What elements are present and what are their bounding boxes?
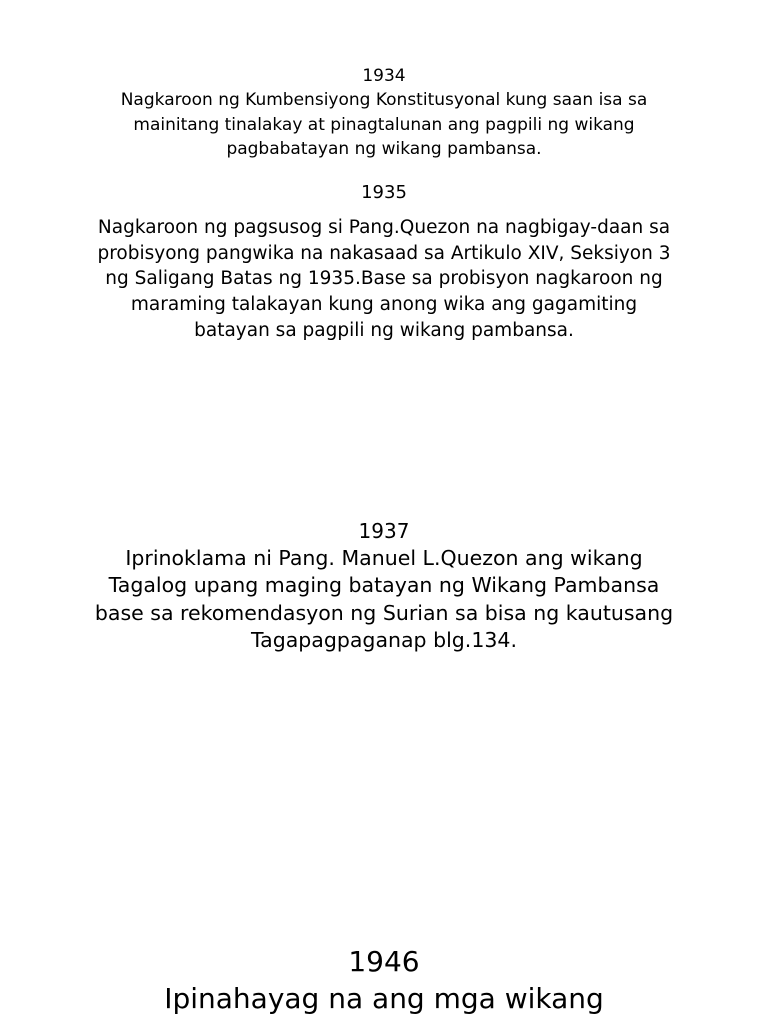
timeline-entry-1937: [0, 518, 768, 654]
timeline-entry-1935: [0, 181, 768, 344]
entry-year: 1946: [348, 945, 420, 978]
entry-year: 1935: [361, 182, 407, 203]
timeline-entry-1946: [0, 944, 768, 1018]
entry-text: Nagkaroon ng Kumbensiyong Konstitusyonal kung saan isa sa mainitang tinalakay at pinagtalunan ang pagpili ng wikang pagbabatayan ng wikang pambansa.: [120, 90, 648, 159]
entry-year: 1937: [358, 519, 410, 543]
entry-text: Ipinahayag na ang mga wikang: [164, 982, 604, 1015]
entry-text: Nagkaroon ng pagsusog si Pang.Quezon na nagbigay-daan sa probisyong pangwika na nakasaad sa Artikulo XIV, Seksiyon 3 ng Saligang Batas ng 1935.Base sa probisyon nagkaroon ng maraming talakayan kung anong wika ang gagamiting batayan sa pagpili ng wikang pambansa.: [97, 217, 671, 341]
timeline-entry-1934: [0, 64, 768, 162]
entry-year: 1934: [362, 66, 406, 86]
entry-text: Iprinoklama ni Pang. Manuel L.Quezon ang wikang Tagalog upang maging batayan ng Wikang Pambansa base sa rekomendasyon ng Surian sa bisa ng kautusang Tagapagpaganap blg.134.: [94, 546, 674, 652]
